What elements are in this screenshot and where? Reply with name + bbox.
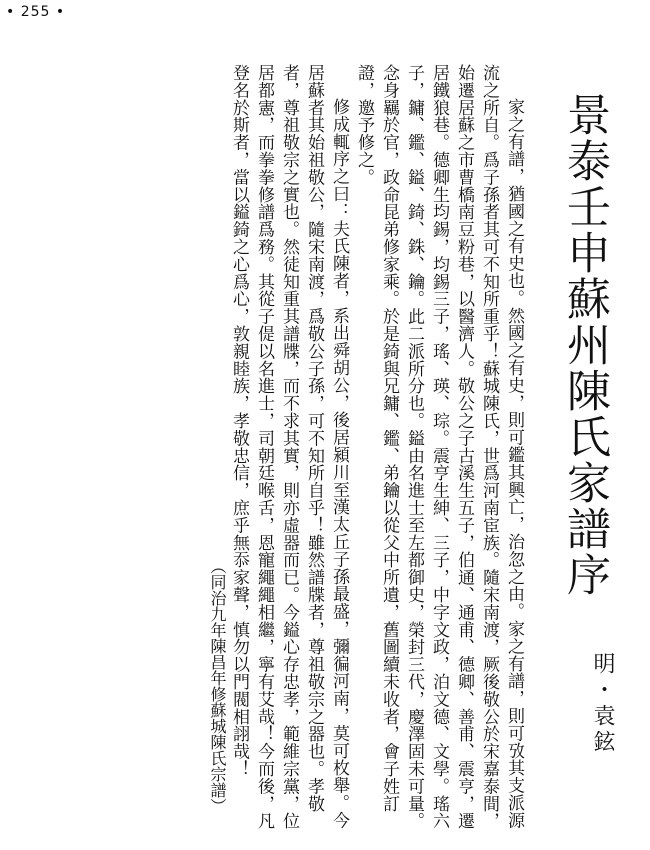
preface-body [226, 64, 526, 834]
paragraph-2: 修成輒序之曰：夫氏陳者，系出舜胡公，後居潁川至漢太丘子孫最盛，彌徧河南，莫可枚舉。今居蘇者其始祖敬公，隨宋南渡，爲敬公子孫，可不知所自乎！雖然譜牒者，尊祖敬宗之器也。孝敬者，尊祖敬宗之實也。然徒知重其譜牒，而不求其實，則亦虛器而已。今鎰心存忠孝，範維宗黨，位居都憲，而拳拳修譜爲務。其從子偍以名進士，司朝廷喉舌，恩寵繩繩相繼，寧有艾哉！今而後，凡登名於斯者，當以鎰錡之心爲心，敦親睦族，孝敬忠信，庶乎無忝家聲，慎勿以門閥相詡哉！ [229, 64, 349, 830]
author-line: 明・袁鉉 [590, 652, 615, 756]
paragraph-1: 家之有譜，猶國之有史也。然國之有史，則可鑑其興亡，治忽之由。家之有譜，則可攷其支派源流之所自。爲子孫者其可不知所重乎！蘇城陳氏，世爲河南宦族。隨宋南渡，厥後敬公於宋嘉泰間，始遷居蘇之市曹橋南豆粉巷，以醫濟人。敬公之子古溪生五子，伯通、通甫、德卿、善甫、震亨，遷居鐵狼巷。德卿生均錫，均錫三子，瑤、瑛、琮。震亨生紳、三子，中字文政，泊文德、文學。瑤六子，鏞、鑑、鎰、錡、銖、鑰。此二派所分也。鎰由名進士至左都御史，榮封三代，慶澤固未可量。念身羈於官，政命昆弟修家乘。於是錡與兄鏞、鑑、弟鑰以從父中所遺，舊圖續未收者，會子姓訂證，邀予修之。 [354, 64, 524, 830]
page-number: • 255 • [6, 4, 66, 20]
source-note: （同治九年陳昌年修蘇城陳氏宗譜） [208, 558, 227, 814]
document-title: 景泰壬申蘇州陳氏家譜序 [559, 92, 610, 598]
